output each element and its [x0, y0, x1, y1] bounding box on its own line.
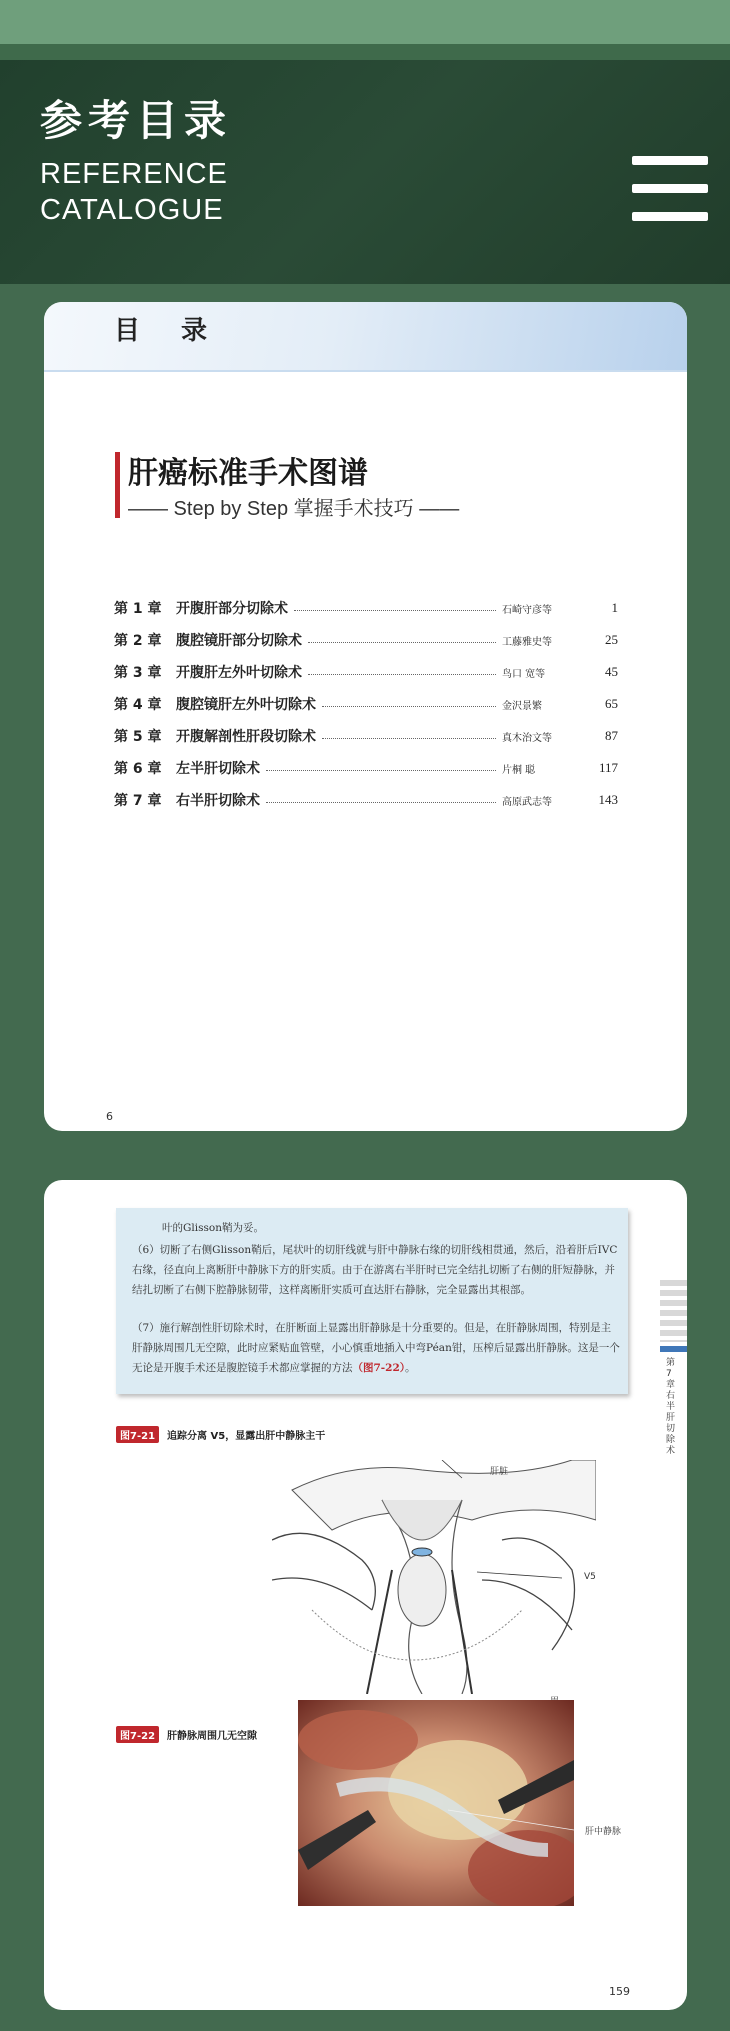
toc-chapter-name: 开腹肝左外叶切除术 — [176, 665, 302, 681]
hamburger-menu-icon[interactable] — [632, 156, 708, 222]
book-title-accent-bar — [115, 452, 120, 518]
figure-21-tag: 图7-21 — [116, 1426, 159, 1443]
toc-chapter-number: 第 1 章 — [114, 601, 162, 617]
toc-leader-dots — [266, 762, 496, 771]
paragraph-2: （6）切断了右侧Glisson鞘后，尾状叶的切肝线就与肝中静脉右缘的切肝线相贯通，然后，沿着肝后IVC右缘，径直向上离断肝中静脉下方的肝实质。由于在游离右半肝时已完全结扎切断了右侧的肝短静脉，并结扎切断了右侧下腔静脉韧带，这样离断肝实质可直达肝右静脉，完全显露出其根部。 — [132, 1244, 618, 1296]
menu-bar — [632, 212, 708, 221]
toc-chapter-page: 65 — [605, 696, 618, 711]
toc-chapter-name: 开腹肝部分切除术 — [176, 601, 288, 617]
figure-22-caption — [116, 1726, 257, 1743]
side-tab-accent — [660, 1346, 687, 1352]
toc-chapter-page: 1 — [611, 600, 618, 615]
toc-row[interactable] — [114, 720, 618, 752]
side-tab-label: 第 7 章 右半肝切除术 — [666, 1358, 676, 1456]
toc-leader-dots — [308, 634, 496, 643]
toc-chapter-number: 第 4 章 — [114, 697, 162, 713]
toc-chapter-number: 第 3 章 — [114, 665, 162, 681]
figure-21-caption-text: 追踪分离 V5，显露出肝中静脉主干 — [167, 1431, 326, 1442]
toc-list — [114, 592, 618, 816]
figure-21-liver-label: 肝脏 — [490, 1467, 509, 1477]
book-title: 肝癌标准手术图谱 — [128, 456, 368, 491]
figure-22-caption-text: 肝静脉周围几无空隙 — [167, 1731, 258, 1742]
toc-chapter-name: 腹腔镜肝部分切除术 — [176, 633, 302, 649]
toc-row[interactable] — [114, 624, 618, 656]
toc-chapter-author: 石崎守彦等 — [502, 604, 552, 616]
toc-leader-dots — [308, 666, 496, 675]
surgical-illustration — [272, 1460, 596, 1694]
toc-chapter-page: 117 — [598, 760, 618, 775]
toc-row[interactable] — [114, 752, 618, 784]
paragraph-3 — [132, 1318, 620, 1378]
banner-title-en-line1: REFERENCE — [40, 158, 228, 190]
toc-header — [44, 302, 687, 372]
toc-chapter-author: 金沢景繁 — [502, 700, 542, 712]
paragraph-3-end: 。 — [405, 1362, 416, 1374]
toc-row[interactable] — [114, 656, 618, 688]
banner — [0, 60, 730, 284]
paragraph-1: 叶的Glisson鞘为妥。 — [162, 1222, 264, 1234]
toc-chapter-author: 真木治文等 — [502, 732, 552, 744]
toc-chapter-name: 腹腔镜肝左外叶切除术 — [176, 697, 316, 713]
toc-page-card — [44, 302, 687, 1131]
content-page-number: 159 — [609, 1985, 630, 1998]
toc-chapter-number: 第 5 章 — [114, 729, 162, 745]
toc-chapter-name: 右半肝切除术 — [176, 793, 260, 809]
toc-header-title: 目 录 — [114, 316, 224, 346]
top-strip-line — [0, 44, 730, 60]
toc-leader-dots — [266, 794, 496, 803]
figure-21-v5-label: V5 — [584, 1572, 596, 1582]
menu-bar — [632, 184, 708, 193]
toc-chapter-author: 鸟口 宽等 — [502, 668, 546, 680]
toc-leader-dots — [322, 730, 496, 739]
toc-chapter-name: 开腹解剖性肝段切除术 — [176, 729, 316, 745]
side-tab-stripes — [660, 1280, 687, 1342]
toc-chapter-page: 143 — [598, 792, 618, 807]
content-page-card — [44, 1180, 687, 2010]
figure-21-caption — [116, 1426, 325, 1443]
toc-chapter-author: 工藤雅史等 — [502, 636, 552, 648]
toc-chapter-number: 第 7 章 — [114, 793, 162, 809]
toc-chapter-page: 45 — [605, 664, 618, 679]
figure-reference: （图7-22） — [352, 1362, 406, 1374]
toc-chapter-number: 第 2 章 — [114, 633, 162, 649]
toc-chapter-author: 高原武志等 — [502, 796, 552, 808]
toc-row[interactable] — [114, 688, 618, 720]
top-strip — [0, 0, 730, 44]
toc-chapter-number: 第 6 章 — [114, 761, 162, 777]
toc-row[interactable] — [114, 592, 618, 624]
banner-title-en-line2: CATALOGUE — [40, 194, 224, 226]
toc-page-number: 6 — [106, 1110, 113, 1123]
text-box — [116, 1208, 628, 1394]
book-subtitle: —— Step by Step 掌握手术技巧 —— — [128, 498, 460, 520]
toc-chapter-author: 片桐 聪 — [502, 764, 536, 776]
toc-chapter-page: 87 — [605, 728, 618, 743]
toc-row[interactable] — [114, 784, 618, 816]
menu-bar — [632, 156, 708, 165]
surgical-photo — [298, 1700, 574, 1906]
toc-chapter-page: 25 — [605, 632, 618, 647]
paragraph-3-text: （7）施行解剖性肝切除术时，在肝断面上显露出肝静脉是十分重要的。但是，在肝静脉周围，特别是主肝静脉周围几无空隙，此时应紧贴血管壁，小心慎重地插入中弯Péan钳，压榨后显露出肝静脉。这是一个无论是开腹手术还是腹腔镜手术都应掌握的方法 — [132, 1322, 620, 1374]
toc-leader-dots — [294, 602, 496, 611]
toc-leader-dots — [322, 698, 496, 707]
figure-22-vein-label: 肝中静脉 — [585, 1827, 622, 1837]
toc-chapter-name: 左半肝切除术 — [176, 761, 260, 777]
banner-title-cn: 参考目录 — [40, 96, 233, 145]
figure-22-tag: 图7-22 — [116, 1726, 159, 1743]
